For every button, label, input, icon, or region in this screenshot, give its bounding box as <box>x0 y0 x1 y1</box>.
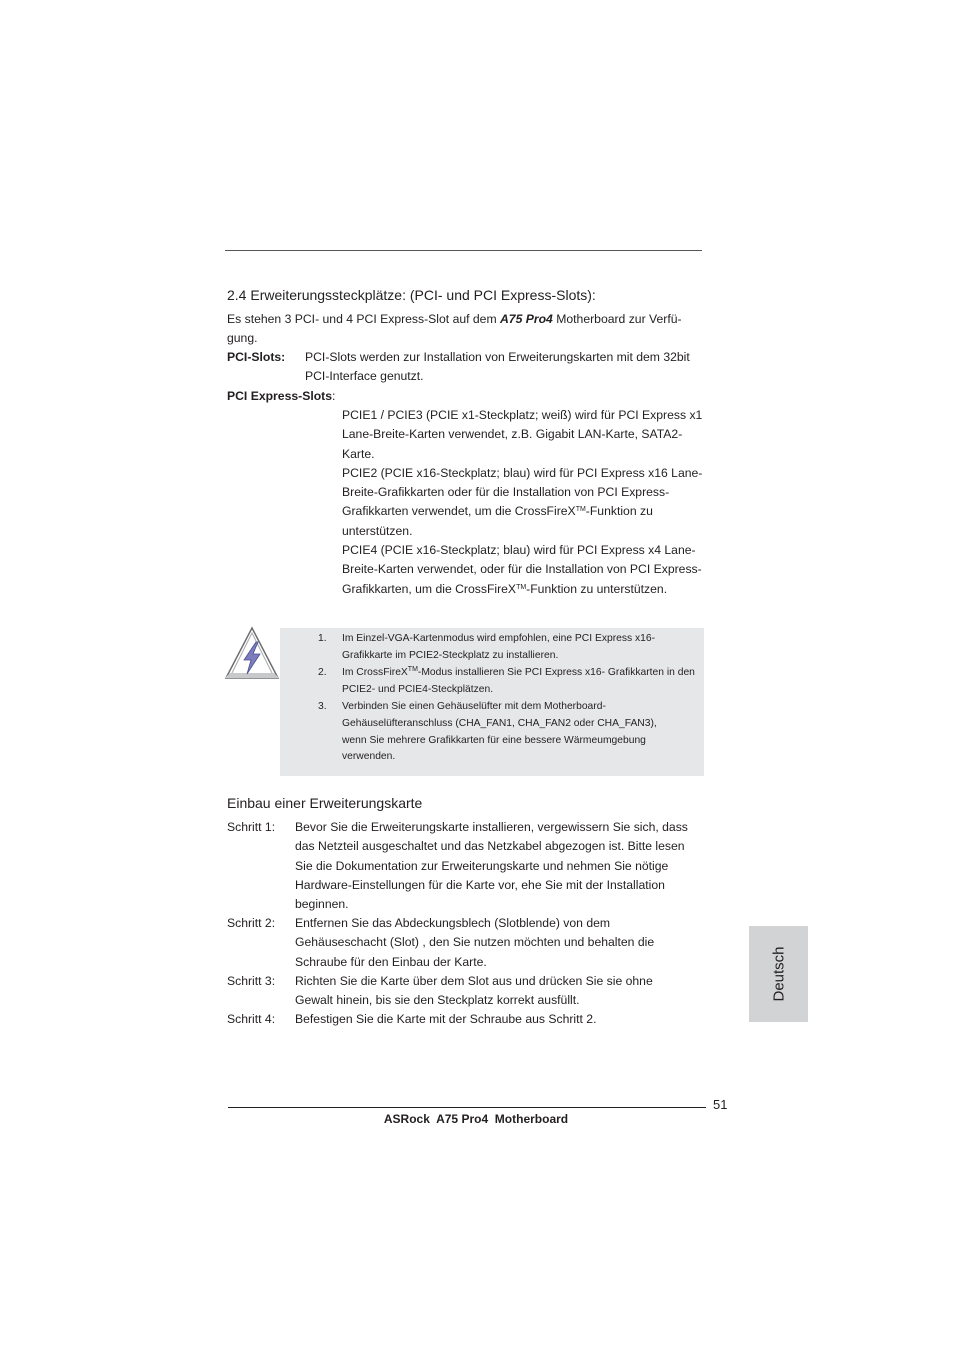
step-text: Bevor Sie die Erweiterungskarte installieren, vergewissern Sie sich, dass das Netzteil ausgeschaltet und das Netzkabel abgezogen ist. Bitte lesen Sie die Dokumentation zur Erweiterungskarte und nehmen Sie nötige Hardware-Einstellungen für die Karte vor, ehe Sie mit der Installation beginnen. <box>295 820 688 912</box>
install-title: Einbau einer Erweiterungskarte <box>227 795 423 811</box>
step-text: Befestigen Sie die Karte mit der Schraube aus Schritt 2. <box>295 1012 597 1026</box>
intro-text-before: Es stehen 3 PCI- und 4 PCI Express-Slot auf dem <box>227 312 500 326</box>
note-text <box>342 665 697 699</box>
pci-slots-label: PCI-Slots: <box>227 350 286 364</box>
pcie-slots-colon: : <box>332 389 336 403</box>
page-number: 51 <box>713 1097 728 1112</box>
note-text: Im Einzel-VGA-Kartenmodus wird empfohlen, eine PCI Express x16-Grafikkarte im PCIE2-Steckplatz zu installieren. <box>342 633 656 661</box>
bottom-divider <box>228 1107 706 1108</box>
step-text: Richten Sie die Karte über dem Slot aus und drücken Sie sie ohne Gewalt hinein, bis sie den Steckplatz korrekt ausfüllt. <box>295 974 653 1008</box>
step-text: Entfernen Sie das Abdeckungsblech (Slotblende) von dem Gehäuseschacht (Slot) , den Sie nutzen möchten und behalten die Schraube für den Einbau der Karte. <box>295 916 655 969</box>
language-tab-label: Deutsch <box>770 946 787 1002</box>
note-text-a: Im CrossFireX <box>342 667 408 678</box>
model-name: A75 Pro4 <box>500 312 553 326</box>
pcie-slots-label-text: PCI Express-Slots <box>227 389 332 403</box>
pcie2-description <box>342 464 706 541</box>
pcie-slots-label <box>227 387 335 406</box>
trademark-sup: TM <box>575 506 586 514</box>
note-text-b: -Modus installieren Sie PCI Express x16- Grafikkarten in den PCIE2- und PCIE4-Steckplätzen. <box>342 667 695 695</box>
warning-icon <box>222 626 280 680</box>
pcie4-text-b: -Funktion zu unterstützen. <box>526 581 668 596</box>
trademark-sup: TM <box>516 583 527 591</box>
language-tab <box>749 926 808 1022</box>
pcie-slot-descriptions <box>342 406 706 599</box>
intro-paragraph <box>227 310 705 349</box>
pci-slots-text: PCI-Slots werden zur Installation von Erweiterungskarten mit dem 32bit PCI-Interface genutzt. <box>305 350 690 384</box>
step-label: Schritt 1: <box>227 820 276 834</box>
note-number: 2. <box>318 667 327 678</box>
note-number: 1. <box>318 633 327 644</box>
pcie2-text-b: -Funktion zu unterstützen. <box>342 504 653 538</box>
top-divider <box>225 250 702 251</box>
section-title: 2.4 Erweiterungssteckplätze: (PCI- und PCI Express-Slots): <box>227 287 596 303</box>
notes-box <box>280 628 704 776</box>
step-label: Schritt 3: <box>227 974 276 988</box>
step-label: Schritt 2: <box>227 916 276 930</box>
note-text: Verbinden Sie einen Gehäuselüfter mit dem Motherboard-Gehäuselüfteranschluss (CHA_FAN1, CHA_FAN2 oder CHA_FAN3), wenn Sie mehrere Grafikkarten für eine bessere Wärmeumgebung verwenden. <box>342 701 657 763</box>
pcie2-text-a: PCIE2 (PCIE x16-Steckplatz; blau) wird für PCI Express x16 Lane-Breite-Grafikkarten oder für die Installation von PCI Express-Grafikkarten verwendet, um die CrossFireX <box>342 465 703 519</box>
step-label: Schritt 4: <box>227 1012 276 1026</box>
note-number: 3. <box>318 701 327 712</box>
footer-text: ASRock A75 Pro4 Motherboard <box>383 1112 569 1126</box>
pcie4-text-a: PCIE4 (PCIE x16-Steckplatz; blau) wird für PCI Express x4 Lane-Breite-Karten verwendet, oder für die Installation von PCI Express-Grafikkarten, um die CrossFireX <box>342 543 702 596</box>
pcie1-description: PCIE1 / PCIE3 (PCIE x1-Steckplatz; weiß) wird für PCI Express x1 Lane-Breite-Karten verwendet, z.B. Gigabit LAN-Karte, SATA2-Karte. <box>342 408 703 461</box>
pcie4-description <box>342 541 706 599</box>
trademark-sup: TM <box>407 666 418 673</box>
intro-text-after: Motherboard zur Verfü-gung. <box>227 312 682 346</box>
footer <box>0 1112 954 1126</box>
